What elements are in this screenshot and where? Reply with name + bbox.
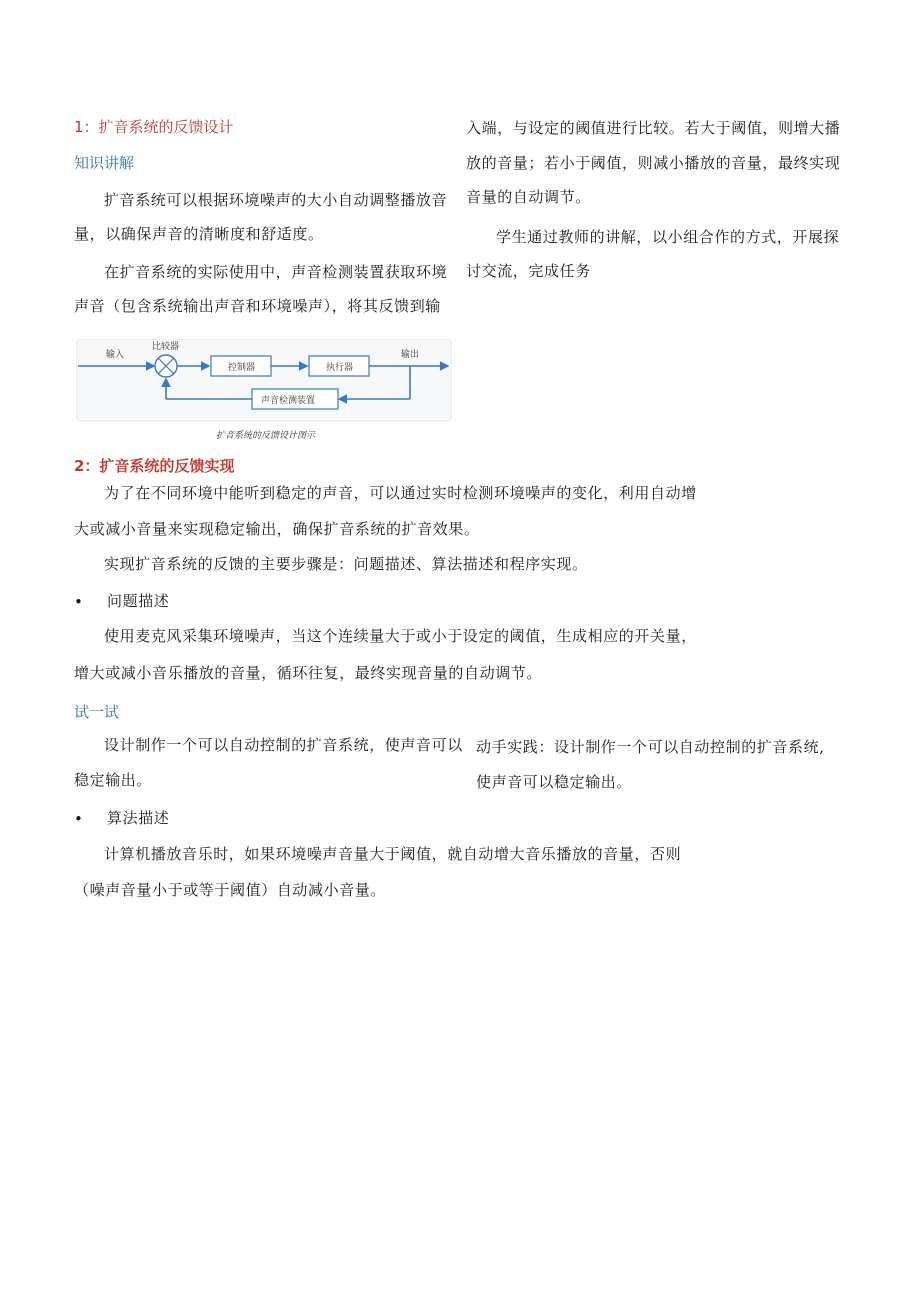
feedback-diagram-svg: [76, 339, 452, 445]
section1-title: 1：扩音系统的反馈设计: [74, 118, 234, 136]
s1-para2-line2: 声音（包含系统输出声音和环境噪声），将其反馈到输: [74, 297, 441, 315]
knowledge-heading: 知识讲解: [74, 154, 135, 172]
feedback-diagram: [76, 339, 452, 445]
diagram-comparator-label: 比较器: [152, 342, 180, 352]
bullet1-line2: 增大或减小音乐播放的音量，循环往复，最终实现音量的自动调节。: [74, 664, 543, 682]
s1-para1-line2: 量，以确保声音的清晰度和舒适度。: [74, 225, 324, 243]
s1-para2-line1: 在扩音系统的实际使用中，声音检测装置获取环境: [104, 263, 448, 281]
s1-right-line2: 放的音量；若小于阈值，则减小播放的音量，最终实现: [466, 154, 841, 172]
s2-para1-line2: 大或减小音量来实现稳定输出，确保扩音系统的扩音效果。: [74, 520, 480, 538]
s1-para1-line1: 扩音系统可以根据环境噪声的大小自动调整播放音: [104, 191, 448, 209]
try-right-line2: 使声音可以稳定输出。: [476, 773, 633, 791]
s1-right-line1: 入端，与设定的阈值进行比较。若大于阈值，则增大播: [466, 119, 841, 137]
s1-right-para2-line2: 讨交流，完成任务: [466, 262, 591, 280]
diagram-controller-label: 控制器: [228, 363, 256, 373]
try-line1: 设计制作一个可以自动控制的扩音系统，使声音可以: [104, 736, 463, 754]
bullet-marker-2: •: [74, 810, 83, 828]
s1-right-para2-line1: 学生通过教师的讲解，以小组合作的方式，开展探: [496, 228, 840, 246]
bullet2-line2: （噪声音量小于或等于阈值）自动减小音量。: [74, 881, 387, 899]
diagram-output-label: 输出: [401, 350, 420, 360]
section2-title: 2：扩音系统的反馈实现: [74, 457, 235, 475]
s2-para2: 实现扩音系统的反馈的主要步骤是：问题描述、算法描述和程序实现。: [104, 555, 588, 573]
try-line2: 稳定输出。: [74, 771, 153, 789]
s1-right-line3: 音量的自动调节。: [466, 188, 591, 206]
bullet2-label: 算法描述: [107, 809, 170, 827]
try-right-line1: 动手实践：设计制作一个可以自动控制的扩音系统,: [476, 738, 825, 756]
try-heading: 试一试: [74, 703, 120, 721]
s2-para1-line1: 为了在不同环境中能听到稳定的声音，可以通过实时检测环境噪声的变化，利用自动增: [104, 484, 697, 502]
diagram-detector-label: 声音检测装置: [261, 396, 316, 406]
bullet-marker-1: •: [74, 593, 83, 611]
bullet2-line1: 计算机播放音乐时，如果环境噪声音量大于阈值，就自动增大音乐播放的音量，否则: [104, 845, 682, 863]
diagram-caption: 扩音系统的反馈设计图示: [216, 431, 316, 441]
diagram-input-label: 输入: [106, 350, 125, 360]
bullet1-line1: 使用麦克风采集环境噪声，当这个连续量大于或小于设定的阈值，生成相应的开关量，: [104, 627, 697, 645]
bullet1-label: 问题描述: [107, 592, 170, 610]
diagram-actuator-label: 执行器: [326, 363, 354, 373]
